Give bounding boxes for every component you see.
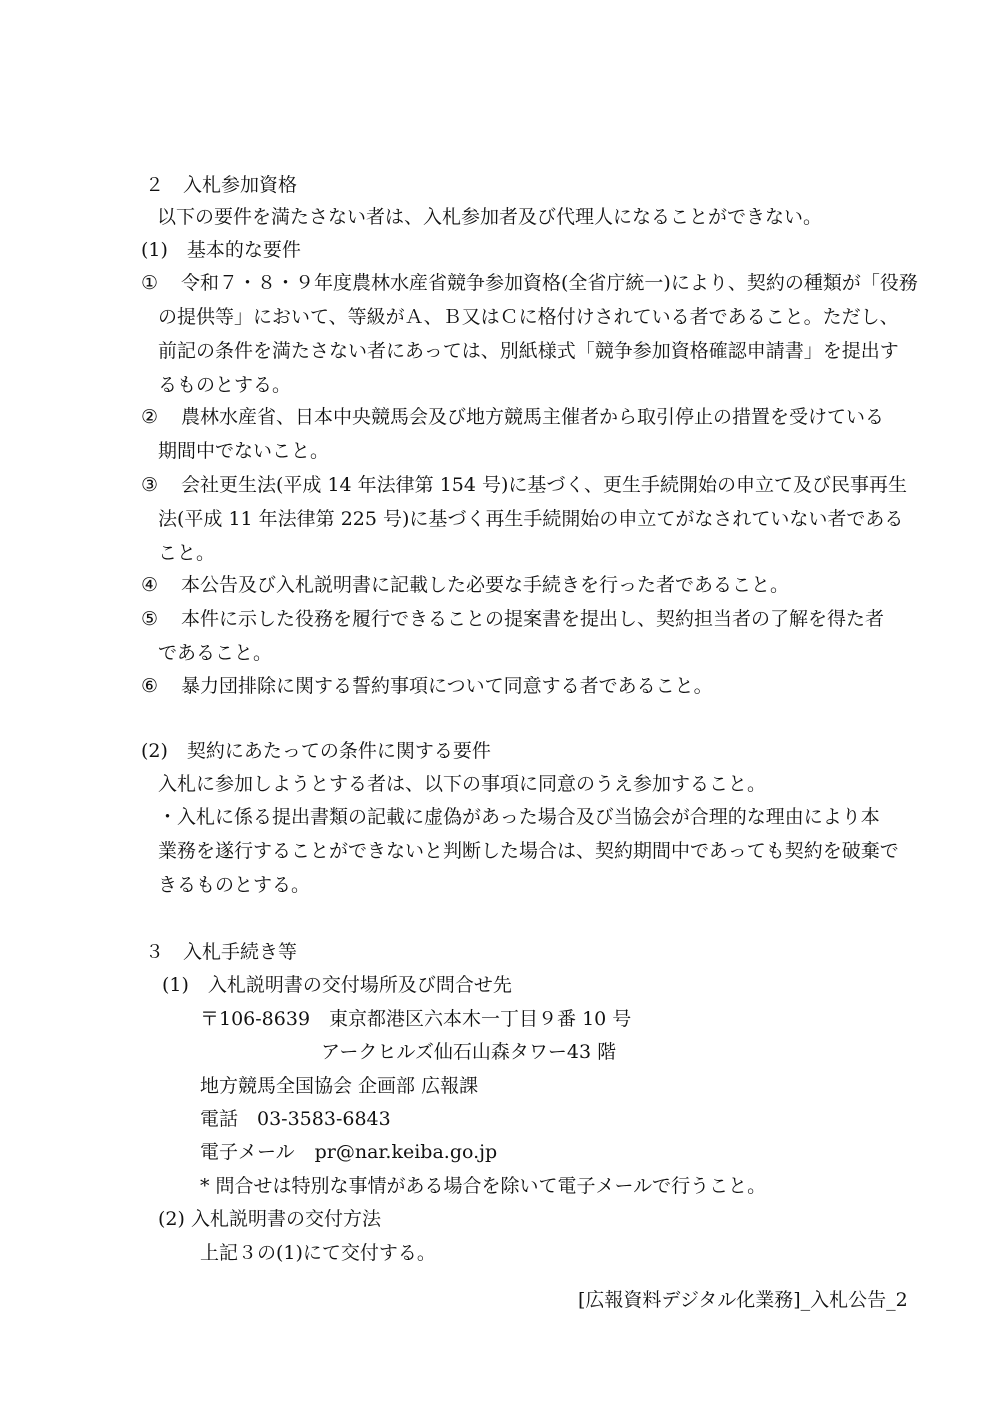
item-text-line: 本公告及び入札説明書に記載した必要な手続きを行った者であること。: [181, 574, 790, 596]
postal-address: 〒106-8639 東京都港区六本木一丁目９番 10 号: [200, 1008, 632, 1030]
item-text-line: 農林水産省、日本中央競馬会及び地方競馬主催者から取引停止の措置を受けている: [181, 406, 885, 428]
item-number: ⑤: [141, 608, 159, 630]
email-address[interactable]: pr@nar.keiba.go.jp: [314, 1141, 498, 1163]
section-3-heading: ３ 入札手続き等: [145, 941, 298, 963]
item-text-line: の提供等」において、等級がＡ、Ｂ又はＣに格付けされている者であること。ただし、: [158, 306, 899, 328]
subsection-2-intro: 入札に参加しようとする者は、以下の事項に同意のうえ参加すること。: [158, 773, 767, 795]
section-2-heading: ２ 入札参加資格: [145, 174, 298, 196]
item-text-line: 法(平成 11 年法律第 225 号)に基づく再生手続開始の申立てがなされていない者である: [158, 508, 904, 530]
section-2-intro: 以下の要件を満たさない者は、入札参加者及び代理人になることができない。: [157, 206, 823, 228]
page-footer: [広報資料デジタル化業務]_入札公告_2: [578, 1289, 908, 1311]
item-text-line: であること。: [158, 642, 273, 664]
item-text-line: 令和７・８・９年度農林水産省競争参加資格(全省庁統一)により、契約の種類が「役務: [181, 272, 918, 294]
distribution-method: 上記３の(1)にて交付する。: [200, 1242, 436, 1264]
item-number: ③: [141, 474, 159, 496]
item-text-line: 会社更生法(平成 14 年法律第 154 号)に基づく、更生手続開始の申立て及び民事再生: [181, 474, 908, 496]
subsection-2-heading: (2) 契約にあたっての条件に関する要件: [141, 740, 491, 762]
item-number: ①: [141, 272, 159, 294]
inquiry-note: * 問合せは特別な事情がある場合を除いて電子メールで行うこと。: [200, 1175, 767, 1197]
email-line: [200, 1143, 497, 1162]
item-number: ②: [141, 406, 159, 428]
item-text-line: るものとする。: [158, 374, 292, 396]
subsection-3-1-heading: (1) 入札説明書の交付場所及び問合せ先: [162, 974, 512, 996]
subsection-1-heading: (1) 基本的な要件: [141, 239, 301, 261]
condition-text-line: ・入札に係る提出書類の記載に虚偽があった場合及び当協会が合理的な理由により本: [158, 806, 880, 828]
email-label: 電子メール: [200, 1141, 295, 1163]
item-number: ④: [141, 574, 159, 596]
condition-text-line: きるものとする。: [158, 874, 311, 896]
item-text-line: 期間中でないこと。: [158, 440, 330, 462]
item-text-line: 前記の条件を満たさない者にあっては、別紙様式「競争参加資格確認申請書」を提出す: [158, 340, 899, 362]
condition-text-line: 業務を遂行することができないと判断した場合は、契約期間中であっても契約を破棄で: [158, 840, 899, 862]
subsection-3-2-heading: (2) 入札説明書の交付方法: [158, 1208, 381, 1230]
building-name: アークヒルズ仙石山森タワー43 階: [321, 1041, 617, 1063]
organization-name: 地方競馬全国協会 企画部 広報課: [200, 1075, 479, 1097]
item-text-line: こと。: [158, 542, 216, 564]
item-number: ⑥: [141, 675, 159, 697]
item-text-line: 本件に示した役務を履行できることの提案書を提出し、契約担当者の了解を得た者: [181, 608, 885, 630]
phone-number: 電話 03-3583-6843: [200, 1108, 391, 1130]
item-text-line: 暴力団排除に関する誓約事項について同意する者であること。: [181, 675, 713, 697]
